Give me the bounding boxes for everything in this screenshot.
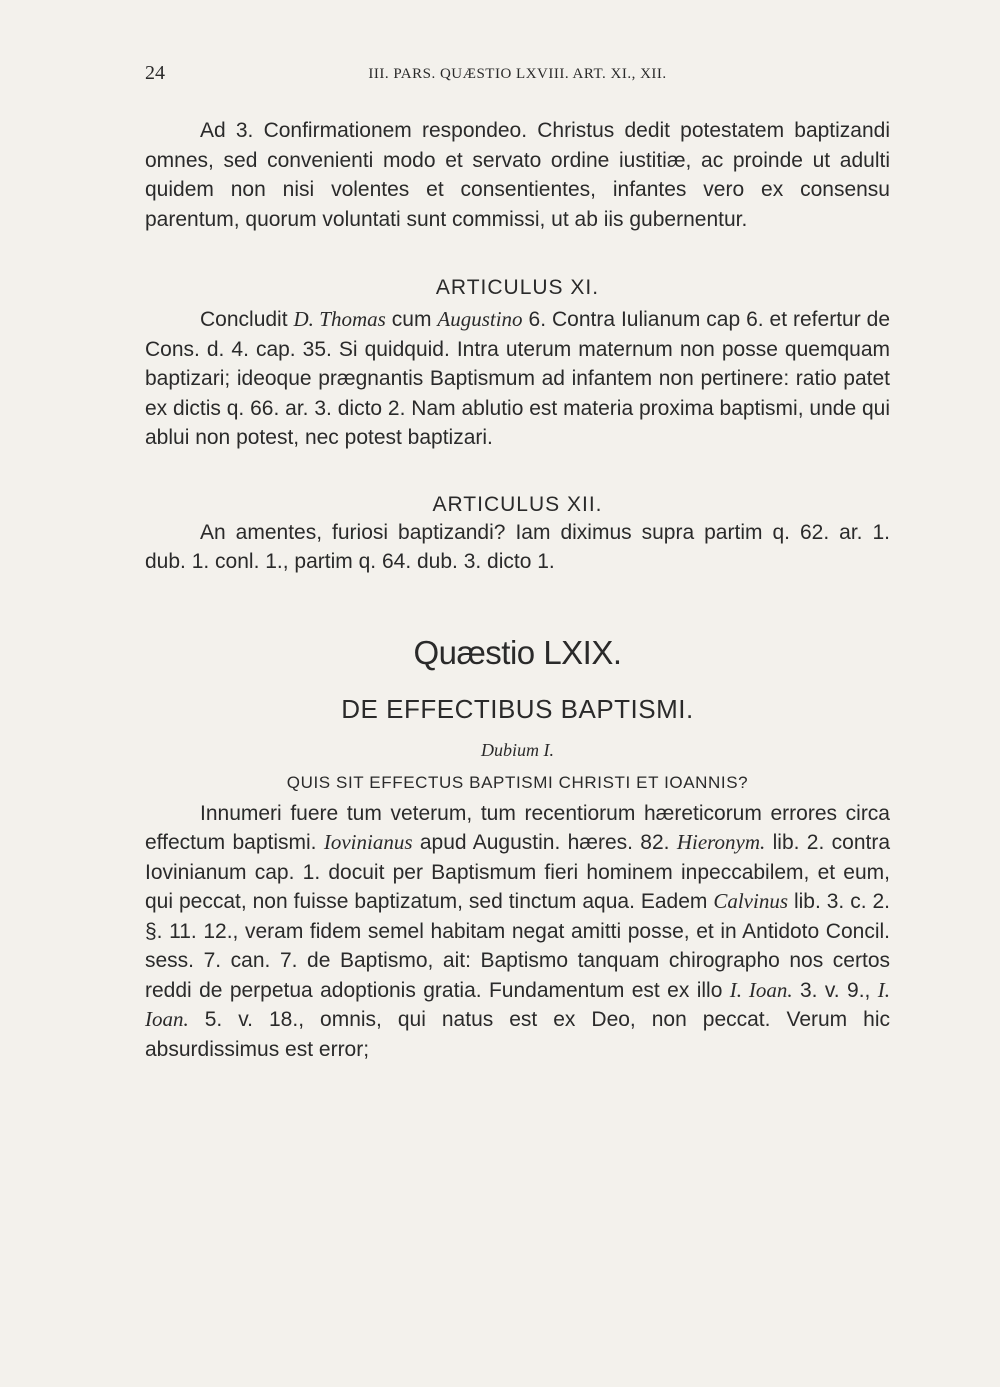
ref-ioan-2: I. Ioan.: [145, 977, 890, 1031]
name-calvinus: Calvinus: [713, 889, 789, 913]
running-head: III. PARS. QUÆSTIO LXVIII. ART. XI., XII.: [368, 66, 667, 82]
dubium-question: QUIS SIT EFFECTUS BAPTISMI CHRISTI ET IOANNIS?: [286, 772, 749, 792]
page-number: 24: [145, 62, 165, 84]
question-title: Quæstio LXIX.: [413, 633, 622, 671]
name-hieronymus: Hieronym.: [676, 830, 766, 854]
page-header: [145, 62, 890, 88]
article-11-heading: ARTICULUS XI.: [435, 276, 600, 299]
name-iovinianus: Iovinianus: [323, 830, 413, 854]
author-thomas: D. Thomas: [293, 307, 386, 331]
author-augustine: Augustino: [437, 307, 523, 331]
article-12-heading: ARTICULUS XII.: [432, 492, 603, 516]
final-paragraph: Innumeri fuere tum veterum, tum recentiorum hæreticorum errores circa effectum baptismi. Iovinianus apud Augustin. hæres. 82. Hieronym. lib. 2. contra Iovinianum cap. 1. docuit per Baptismum fieri hominem inpeccabilem, et eum, qui peccat, non fuisse baptizatum, sed tinctum aqua. Eadem Calvinus lib. 3. c. 2. §. 11. 12., veram fidem semel habitam negat amitti posse, et in Antidoto Concil. sess. 7. can. 7. de Baptismo, ait: Baptismo tanquam chirographo nos certos reddi de perpetua adoptionis gratia. Fundamentum est ex illo I. Ioan. 3. v. 9., I. Ioan. 5. v. 18., omnis, qui natus est ex Deo, non peccat. Verum hic absurdissimus est error;: [145, 801, 891, 1061]
body-text: [145, 116, 890, 1064]
ad3-paragraph: Ad 3. Confirmationem respondeo. Christus dedit potestatem baptizandi omnes, sed convenienti modo et servato ordine iustitiæ, ac proinde ut adulti quidem non nisi volentes et consentientes, infantes vero ex consensu parentum, quorum voluntati sunt commissi, ut ab iis gubernentur.: [145, 119, 890, 231]
ref-ioan-1: I. Ioan.: [729, 977, 793, 1002]
section-title: DE EFFECTIBUS BAPTISMI.: [341, 693, 694, 724]
dubium-label: Dubium I.: [481, 739, 554, 760]
article-12-paragraph: An amentes, furiosi baptizandi? Iam diximus supra partim q. 62. ar. 1. dub. 1. conl. 1., partim q. 64. dub. 3. dicto 1.: [145, 520, 890, 573]
article-11-paragraph: Concludit D. Thomas cum Augustino 6. Contra Iulianum cap 6. et refertur de Cons. d. 4. cap. 35. Si quidquid. Intra uterum maternum non posse quemquam baptizari; ideoque prægnantis Baptismum ad infantem non pertinere: ratio patet ex dictis q. 66. ar. 3. dicto 2. Nam ablutio est materia proxima baptismi, unde qui ablui non potest, nec potest baptizari.: [145, 307, 891, 449]
